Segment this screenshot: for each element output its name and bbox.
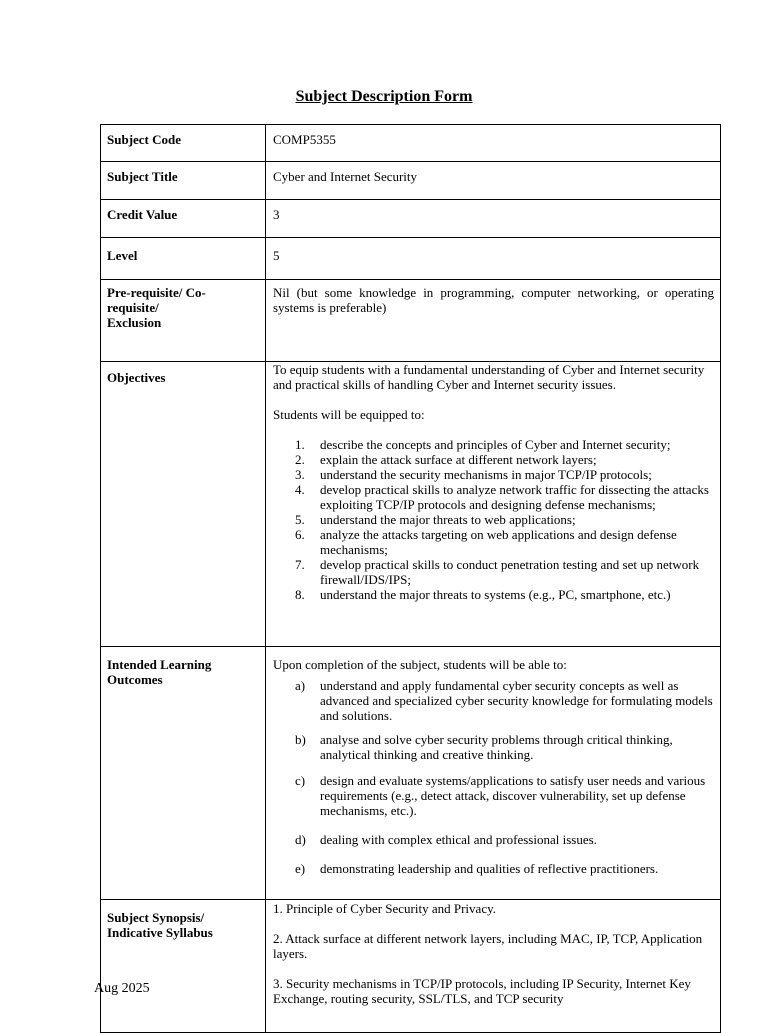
subject-title-label: Subject Title (101, 162, 266, 200)
list-item: 2. explain the attack surface at different network layers; (295, 452, 597, 467)
row-objectives (101, 362, 721, 647)
row-prerequisite (101, 280, 721, 362)
prerequisite-label-line1: Pre-requisite/ Co- (107, 285, 206, 300)
list-item: 1. describe the concepts and principles of Cyber and Internet security; (295, 437, 671, 452)
list-item: e) demonstrating leadership and qualities of reflective practitioners. (295, 861, 659, 876)
prerequisite-value: Nil (but some knowledge in programming, computer networking, or operating systems is preferable) (266, 280, 721, 362)
subject-description-table (100, 124, 721, 1033)
row-intended-learning-outcomes (101, 647, 721, 900)
page-title: Subject Description Form (295, 88, 473, 105)
list-item: 3. understand the security mechanisms in major TCP/IP protocols; (295, 467, 652, 482)
list-item: 5. understand the major threats to web applications; (295, 512, 576, 527)
ilo-label (101, 647, 266, 900)
list-item: 7. develop practical skills to conduct penetration testing and set up network firewall/IDS/IPS; (295, 557, 700, 587)
synopsis-item: 2. Attack surface at different network layers, including MAC, IP, TCP, Application layers. (273, 931, 703, 961)
subject-code-value: COMP5355 (266, 125, 721, 162)
list-item: b) analyse and solve cyber security problems through critical thinking, analytical thinking and creative thinking. (295, 732, 673, 762)
ilo-list (273, 678, 714, 876)
row-credit-value (101, 200, 721, 238)
synopsis-item: 1. Principle of Cyber Security and Privacy. (273, 901, 496, 916)
ilo-label-line2: Outcomes (107, 672, 163, 687)
synopsis-item: 3. Security mechanisms in TCP/IP protocols, including IP Security, Internet Key Exchange, routing security, SSL/TLS, and TCP security (273, 976, 691, 1006)
ilo-label-line1: Intended Learning (107, 657, 212, 672)
synopsis-label-line2: Indicative Syllabus (107, 925, 213, 940)
objectives-lead: Students will be equipped to: (273, 407, 425, 422)
synopsis-value (266, 900, 721, 1033)
list-item: 6. analyze the attacks targeting on web applications and design defense mechanisms; (295, 527, 677, 557)
row-subject-synopsis (101, 900, 721, 1033)
list-item: 8. understand the major threats to systems (e.g., PC, smartphone, etc.) (295, 587, 671, 602)
prerequisite-label-line2: requisite/ (107, 300, 159, 315)
synopsis-label (101, 900, 266, 1033)
footer-date: Aug 2025 (94, 981, 150, 996)
subject-code-label: Subject Code (101, 125, 266, 162)
list-item: a) understand and apply fundamental cyber security concepts as well as advanced and specialized cyber security knowledge for formulating models and solutions. (295, 678, 713, 723)
level-value: 5 (266, 238, 721, 280)
objectives-value (266, 362, 721, 647)
objectives-label: Objectives (101, 362, 266, 647)
credit-value-value: 3 (266, 200, 721, 238)
subject-title-value: Cyber and Internet Security (266, 162, 721, 200)
objectives-intro: To equip students with a fundamental understanding of Cyber and Internet security and practical skills of handling Cyber and Internet security issues. (273, 362, 705, 392)
list-item: 4. develop practical skills to analyze network traffic for dissecting the attacks exploiting TCP/IP protocols and designing defense mechanisms; (295, 482, 709, 512)
prerequisite-label-line3: Exclusion (107, 315, 162, 330)
level-label: Level (101, 238, 266, 280)
row-subject-title (101, 162, 721, 200)
ilo-intro: Upon completion of the subject, students will be able to: (273, 657, 567, 672)
objectives-list (273, 437, 714, 602)
row-subject-code (101, 125, 721, 162)
credit-value-label: Credit Value (101, 200, 266, 238)
list-item: c) design and evaluate systems/applications to satisfy user needs and various requirements (e.g., detect attack, discover vulnerability, set up defense mechanisms, etc.). (295, 773, 706, 818)
ilo-value (266, 647, 721, 900)
list-item: d) dealing with complex ethical and professional issues. (295, 832, 597, 847)
row-level (101, 238, 721, 280)
synopsis-label-line1: Subject Synopsis/ (107, 910, 205, 925)
prerequisite-label (101, 280, 266, 362)
